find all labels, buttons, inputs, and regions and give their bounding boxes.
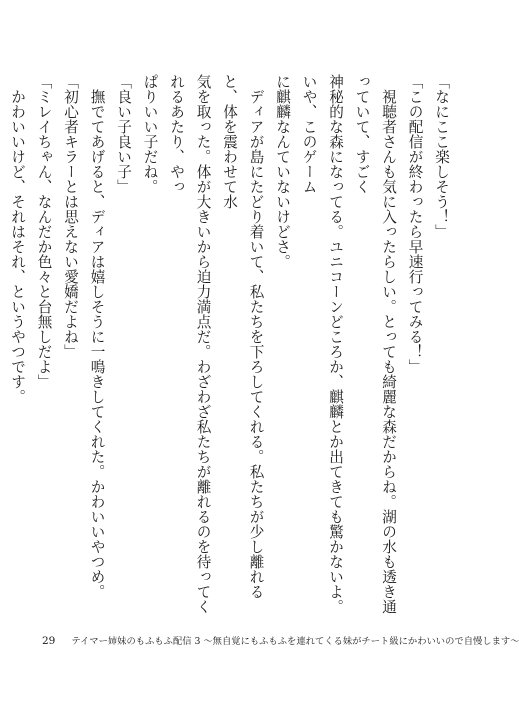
text-line: に麒麟なんていないけどさ。: [274, 74, 291, 269]
text-line: 「良い子良い子」: [115, 74, 132, 194]
text-line: 「なにここ楽しそう！」: [433, 74, 450, 239]
page-footer: [42, 633, 519, 649]
text-line: ディアが島にたどり着いて、私たちを下ろしてくれる。私たちが少し離れると、体を震わせて水: [221, 74, 265, 599]
text-line: 「初心者キラーとは思えない愛嬌だよね」: [62, 74, 79, 359]
text-line: [0, 74, 4, 622]
text-line: 「この配信が終わったら早速行ってみる！」: [406, 74, 424, 374]
running-title: テイマー姉妹のもふもふ配信 3 〜無自覚にもふもふを連れてくる妹がチート級にかわいいので自慢します〜: [71, 636, 519, 647]
text-line: 気を取った。体が大きいから迫力満点だ。わざわざ私たちが離れるのを待ってくれるあたり、やっ: [168, 74, 212, 614]
text-line: 神秘的な森になってる。ユニコーンどころか、麒麟とか出てきても驚かないよ。いや、このゲーム: [300, 74, 344, 614]
text-line: 「ミレイちゃん、なんだか色々と台無しだよ」: [35, 74, 53, 389]
text-line: 視聴者さんも気に入ったらしい。とっても綺麗な森だからね。湖の水も透き通っていて、すごく: [353, 74, 397, 614]
page-number: 29: [42, 635, 56, 647]
vertical-text-body: [9, 74, 454, 622]
text-line: ぱりいい子だね。: [141, 74, 159, 194]
text-line: かわいいけど、それはそれ、というやつです。: [9, 74, 26, 404]
text-line: 撫でてあげると、ディアは嬉しそうに一鳴きしてくれた。かわいいやつめ。: [88, 74, 106, 599]
